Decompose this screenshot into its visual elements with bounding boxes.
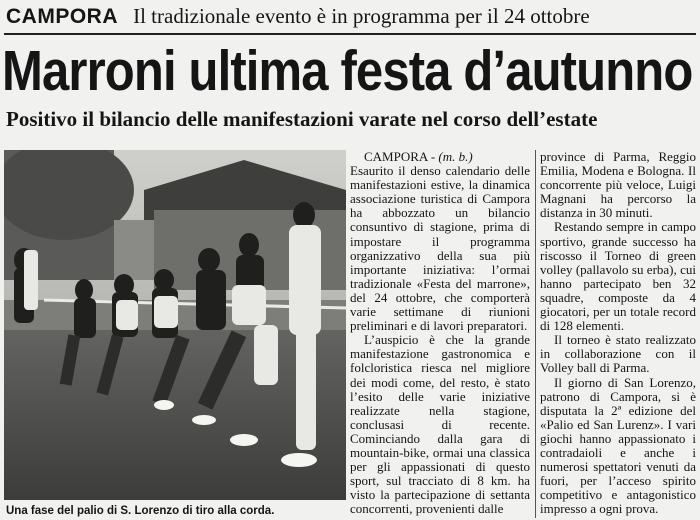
top-rule (4, 33, 696, 35)
photo-illustration (4, 150, 346, 500)
article-column-1 (350, 150, 530, 520)
kicker-location: CAMPORA (6, 5, 118, 28)
article-column-2 (540, 150, 696, 520)
kicker (6, 4, 696, 30)
photo-caption: Una fase del palio di S. Lorenzo di tiro alla corda. (6, 505, 275, 517)
column-divider (535, 150, 536, 518)
tug-of-war-photo (4, 150, 346, 500)
byline: (m. b.) (438, 150, 473, 164)
paragraph-1: Esaurito il denso calendario delle manifestazioni estive, la dinamica associazione turistica di Campora ha abbozzato un bilancio consuntivo di stagione, prima di impostare il programma organizzativo della sua più importante iniziativa: l’ormai tradizionale «Festa del marrone», del 24 ottobre, che comporterà varie settimane di riunioni preliminari e di lavori preparatori. (350, 163, 530, 334)
paragraph-3-spacer: province di Parma, Reggio Emilia, Modena e Bologna. Il concorrente più veloce, Luigi Magnani ha percorso la distanza in 30 minuti. (540, 150, 696, 221)
headline: Marroni ultima festa d’autunno (2, 39, 693, 103)
subheadline: Positivo il bilancio delle manifestazioni varate nel corso dell’estate (6, 107, 598, 131)
kicker-text: Il tradizionale evento è in programma per il 24 ottobre (133, 4, 590, 28)
paragraph-4: Il torneo è stato realizzato in collaborazione con il Volley ball di Parma. (540, 332, 696, 376)
paragraph-2: L’auspicio è che la grande manifestazione gastronomica e folcloristica riesca nel migliore dei modi come, del resto, è stato l’esito delle varie iniziative realizzate nella stagione, conclusasi di recente. Cominciando dalla gara di mountain-bike, ormai una classica per gli appassionati di questo sport, sul tracciato di 8 km. ha visto la partecipazione di settanta concorrenti, provenienti dalle (350, 332, 530, 517)
paragraph-5: Il giorno di San Lorenzo, patrono di Campora, si è disputata la 2ª edizione del «Palio ed San Lurenz». I vari giochi hanno appassionato i contradaioli e anche i numerosi spettatori venuti da fuori, per l’acceso spirito competitivo e antagonistico impresso a ogni prova. (540, 374, 696, 517)
dateline: CAMPORA (364, 150, 428, 164)
dateline-line: CAMPORA - (m. b.) (364, 150, 473, 164)
paragraph-3: Restando sempre in campo sportivo, grande successo ha riscosso il Torneo di green volley (pallavolo su erba), cui hanno partecipato ben 32 squadre, composte da 4 giocatori, per un totale record di 128 elementi. (540, 219, 696, 334)
